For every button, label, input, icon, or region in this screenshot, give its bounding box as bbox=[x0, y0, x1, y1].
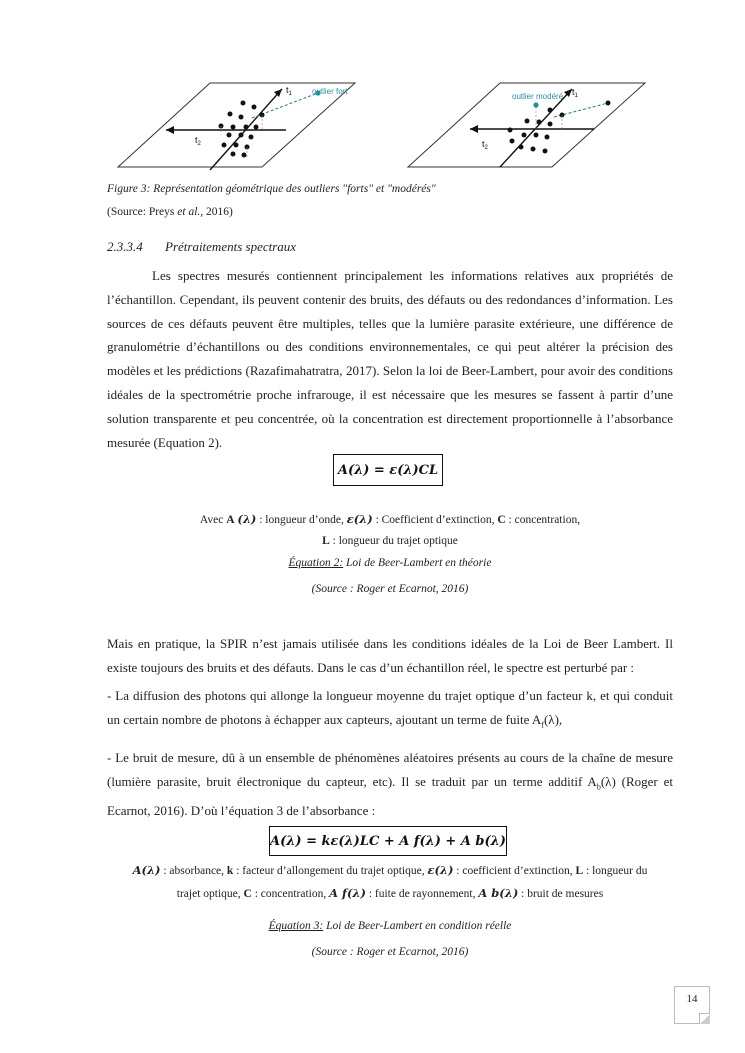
figure-caption: Figure 3: Représentation géométrique des outliers "forts" et "modérés" bbox=[107, 183, 436, 195]
figure-right-diagram bbox=[400, 75, 650, 175]
section-heading bbox=[107, 239, 296, 255]
page-fold-corner bbox=[699, 1013, 710, 1024]
right-t2-arrowhead bbox=[470, 125, 478, 133]
right-outlier-point bbox=[533, 102, 538, 107]
figure-left-diagram bbox=[110, 75, 360, 175]
equation-2-source: (Source : Roger et Ecarnot, 2016) bbox=[311, 583, 469, 595]
equation-2-caption: Équation 2: Loi de Beer-Lambert en théorie bbox=[288, 557, 492, 569]
equation-2-legend-line1: Avec A (λ) : longueur d’onde, ε(λ) : Coefficient d’extinction, C : concentration, bbox=[199, 512, 581, 526]
equation-2-legend-line2: L : longueur du trajet optique bbox=[322, 535, 458, 547]
equation-2-box: A(λ) = ε(λ)CL bbox=[333, 454, 443, 486]
equation-3-legend-line1: A(λ) : absorbance, k : facteur d’allongement du trajet optique, ε(λ) : coefficient d’extinction, L : longueur du bbox=[132, 863, 648, 877]
left-t2-arrowhead bbox=[166, 126, 174, 134]
paragraph-1: Les spectres mesurés contiennent principalement les informations relatives aux propriétés de l’échantillon. Cependant, ils peuvent contenir des bruits, des défauts ou des redondances d’information. Les sources de ces défauts peuvent être multiples, telles que la lumière parasite extérieure, une différence de granulométrie d’échantillons ou des conditions environnementales, ce qui peut altérer la précision des modèles et les prédictions (Razafimahatratra, 2017). Selon la loi de Beer-Lambert, pour avoir des conditions idéales de la spectrométrie proche infrarouge, il est nécessaire que les mesures se fassent à partir d’une solution transparente et peu concentrée, où la concentration est directement proportionnelle à l’absorbance mesurée (Equation 2). bbox=[107, 268, 673, 450]
equation-3-caption: Équation 3: Loi de Beer-Lambert en condition réelle bbox=[268, 920, 512, 932]
left-t2-label: $t_2$ bbox=[195, 135, 201, 147]
equation-3-box: A(λ) = kε(λ)LC + A f(λ) + A b(λ) bbox=[269, 826, 507, 856]
right-data-points bbox=[508, 101, 611, 154]
paragraph-2: Mais en pratique, la SPIR n’est jamais utilisée dans les conditions idéales de la Loi de Beer Lambert. Il existe toujours des bruits et des défauts. Dans le cas d’un échantillon réel, le spectre est perturbé par : bbox=[107, 636, 673, 675]
page-number: 14 bbox=[674, 986, 710, 1024]
figure-source: (Source: Preys et al., 2016) bbox=[107, 206, 233, 218]
paragraph-3: - La diffusion des photons qui allonge la longueur moyenne du trajet optique d’un facteur k, et qui conduit un certain nombre de photons à échapper aux capteurs, ajoutant un terme de fuite $A_f(\lambda)$, bbox=[107, 688, 673, 730]
paragraph-4: - Le bruit de mesure, dû à un ensemble de phénomènes aléatoires présents au cours de la chaîne de mesure (lumière parasite, bruit électronique du capteur, etc). Il se traduit par un terme additif $A_b(\lambda)$ (Roger et Ecarnot, 2016). D’où l’équation 3 de l’absorbance : bbox=[107, 750, 673, 819]
section-title: Prétraitements spectraux bbox=[165, 239, 297, 254]
left-data-points bbox=[219, 101, 265, 158]
left-t1-label: $t_1$ bbox=[286, 85, 292, 97]
right-t2-label: $t_2$ bbox=[482, 139, 488, 151]
right-outlier-label: outlier modéré bbox=[512, 92, 564, 101]
section-number: 2.3.3.4 bbox=[107, 239, 143, 254]
left-outlier-label: outlier fort bbox=[312, 87, 348, 96]
equation-3-source: (Source : Roger et Ecarnot, 2016) bbox=[311, 946, 469, 958]
equation-3-legend-line2: trajet optique, C : concentration, A f(λ) : fuite de rayonnement, A b(λ) : bruit de mesures bbox=[176, 886, 604, 900]
right-t1-label: $t_1$ bbox=[572, 87, 578, 99]
